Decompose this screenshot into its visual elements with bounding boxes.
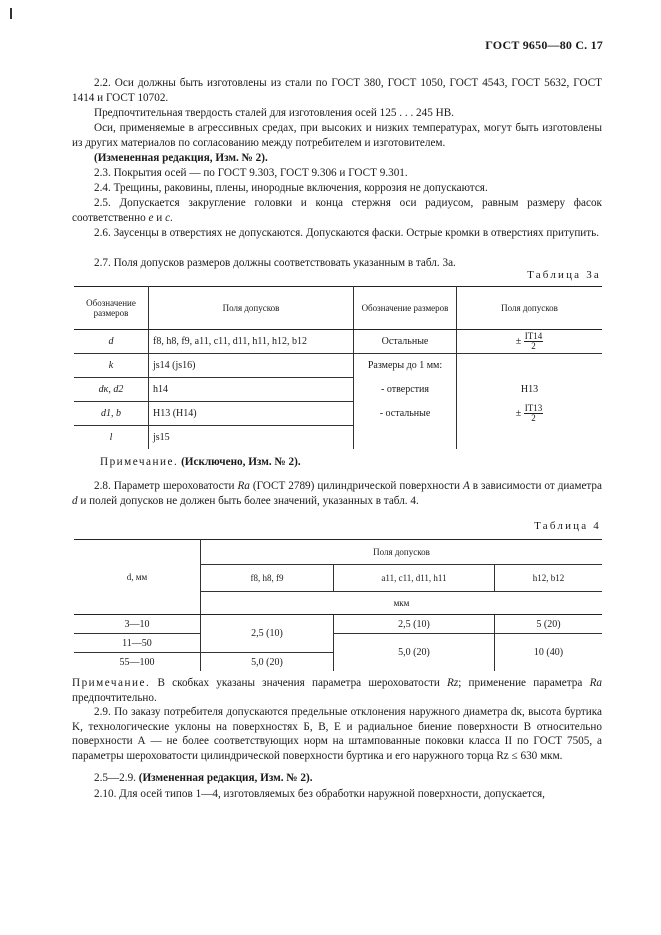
para-2-2-materials: Оси, применяемые в агрессивных средах, при высоких и низких температурах, могут быть изготовлены из других материалов по согласованию между потребителем и изготовителем. xyxy=(72,122,602,149)
table-3a xyxy=(74,286,602,449)
surface-a-symbol: А xyxy=(463,480,470,492)
para-2-8-text: 2.8. Параметр шероховатости xyxy=(94,480,238,492)
t4-header-col: f8, h8, f9 xyxy=(201,565,334,592)
edit-note-1: (Измененная редакция, Изм. № 2). xyxy=(94,152,268,164)
t3a-right-rest: - остальные xyxy=(354,402,457,426)
note-2-label: Примечание. xyxy=(72,677,151,689)
fraction xyxy=(524,332,544,351)
ra-symbol: Ra xyxy=(237,480,250,492)
para-2-5-e: е xyxy=(148,211,154,224)
t4-cell: 5,0 (20) xyxy=(201,653,334,672)
fraction-num: IT14 xyxy=(524,331,543,341)
t3a-row-tol: f8, h8, f9, a11, c11, d11, h11, h12, b12 xyxy=(149,330,354,354)
table-4-caption: Таблица 4 xyxy=(534,520,601,532)
t3a-row-sym: k xyxy=(74,354,149,378)
t4-cell: 5 (20) xyxy=(495,615,603,634)
t3a-header-tol: Поля допусков xyxy=(149,287,354,330)
para-2-4: 2.4. Трещины, раковины, плены, инородные включения, коррозия не допускаются. xyxy=(94,182,488,194)
t3a-right-upto: Размеры до 1 мм: xyxy=(354,354,457,378)
note-1 xyxy=(100,455,600,470)
table-4 xyxy=(74,539,602,671)
note-2 xyxy=(72,676,602,705)
para-2-2: 2.2. Оси должны быть изготовлены из стали по ГОСТ 380, ГОСТ 1050, ГОСТ 4543, ГОСТ 5632, ГОСТ 1414 и ГОСТ 10702. xyxy=(72,77,602,104)
t4-header-col: h12, b12 xyxy=(495,565,603,592)
d-symbol: d xyxy=(72,494,78,507)
t3a-row-sym: l xyxy=(74,426,149,450)
t4-header-group: Поля допусков xyxy=(201,540,603,565)
para-2-8-text: в зависимости от диаметра xyxy=(469,480,602,492)
para-2-7: 2.7. Поля допусков размеров должны соответствовать указанным в табл. 3а. xyxy=(94,257,456,269)
t3a-right-empty xyxy=(457,354,603,378)
margin-mark xyxy=(10,8,12,19)
edit-note-2-text: (Измененная редакция, Изм. № 2). xyxy=(138,772,313,784)
para-2-5-c: с xyxy=(165,211,171,224)
t3a-row-tol: H13 (H14) xyxy=(149,402,354,426)
t3a-right-rest-tol xyxy=(457,402,603,426)
t4-row-d: 11—50 xyxy=(74,634,201,653)
t3a-row-tol: js14 (js16) xyxy=(149,354,354,378)
fraction-den: 2 xyxy=(531,341,536,351)
t4-header-d: d, мм xyxy=(74,540,201,615)
para-2-5-and: и xyxy=(153,211,166,224)
t3a-right-empty xyxy=(354,426,457,450)
table-3a-caption: Таблица 3а xyxy=(527,269,601,281)
t3a-header-sym2: Обозначение размеров xyxy=(354,287,457,330)
para-2-5 xyxy=(72,196,602,225)
para-2-8 xyxy=(72,479,602,508)
t4-cell: 10 (40) xyxy=(533,647,564,658)
t4-row-d: 3—10 xyxy=(74,615,201,634)
para-2-5-text: 2.5. Допускается закругление головки и конца стержня оси радиусом, равным размеру фасок соответственно xyxy=(72,197,602,224)
t3a-header-tol2: Поля допусков xyxy=(457,287,603,330)
note-2-text: предпочтительно. xyxy=(72,691,157,704)
pm-sign: ± xyxy=(515,407,522,419)
t3a-right-holes-tol: H13 xyxy=(520,384,539,395)
fraction xyxy=(524,404,544,423)
edit-note-2 xyxy=(72,771,602,786)
t3a-row-sym: d xyxy=(74,330,149,354)
note-2-text: ; применение параметра xyxy=(458,677,590,689)
fraction-den: 2 xyxy=(531,413,536,423)
t4-unit: мкм xyxy=(201,592,603,615)
t3a-row-tol: h14 xyxy=(149,378,354,402)
note-1-label: Примечание. xyxy=(100,456,179,468)
t4-cell: 2,5 (10) xyxy=(334,615,495,634)
para-2-3: 2.3. Покрытия осей — по ГОСТ 9.303, ГОСТ 9.306 и ГОСТ 9.301. xyxy=(94,167,408,179)
page-header: ГОСТ 9650—80 С. 17 xyxy=(485,38,603,52)
t3a-right-holes: - отверстия xyxy=(354,378,457,402)
para-2-8-text: и полей допусков не должен быть более значений, указанных в табл. 4. xyxy=(77,494,419,507)
t3a-row-sym: dк, d2 xyxy=(74,378,149,402)
t3a-header-sym: Обозначение размеров xyxy=(74,287,149,330)
note-1-text: (Исключено, Изм. № 2). xyxy=(181,456,301,468)
t3a-right-other: Остальные xyxy=(354,330,457,354)
t4-cell: 2,5 (10) xyxy=(201,615,334,653)
t4-cell: 5,0 (20) xyxy=(334,634,495,672)
fraction-num: IT13 xyxy=(524,403,543,413)
edit-note-2-range: 2.5—2.9. xyxy=(94,772,139,784)
para-2-6: 2.6. Заусенцы в отверстиях не допускаются. Допускаются фаски. Острые кромки в отверстиях притупить. xyxy=(94,227,600,239)
t3a-row-tol: js15 xyxy=(149,426,354,450)
t4-row-d: 55—100 xyxy=(74,653,201,672)
t3a-row-sym: d1, b xyxy=(74,402,149,426)
rz-symbol: Rz xyxy=(447,677,459,689)
para-2-9: 2.9. По заказу потребителя допускаются предельные отклонения наружного диаметра dк, высота буртика K, технологические уклоны на поверхностях Б, В, Е и радиальное биение поверхности В относительно поверхности А — не более соответствующих норм на штампованные поковки класса II по ГОСТ 7505, а параметры шероховатости цилиндрической поверхности буртика и его наружного торца Rz ≤ 630 мкм. xyxy=(72,706,602,762)
t3a-right-empty xyxy=(457,426,603,450)
para-2-5-end: . xyxy=(170,211,173,224)
para-2-10: 2.10. Для осей типов 1—4, изготовляемых без обработки наружной поверхности, допускается, xyxy=(94,788,545,800)
t4-header-col: a11, c11, d11, h11 xyxy=(334,565,495,592)
pm-sign: ± xyxy=(515,335,522,347)
para-2-8-text: (ГОСТ 2789) цилиндрической поверхности xyxy=(249,480,463,492)
t3a-right-other-tol xyxy=(457,330,603,354)
para-2-2-hardness: Предпочтительная твердость сталей для изготовления осей 125 . . . 245 НВ. xyxy=(94,107,454,119)
note-2-text: В скобках указаны значения параметра шероховатости xyxy=(150,677,448,689)
ra-symbol: Ra xyxy=(589,677,602,689)
